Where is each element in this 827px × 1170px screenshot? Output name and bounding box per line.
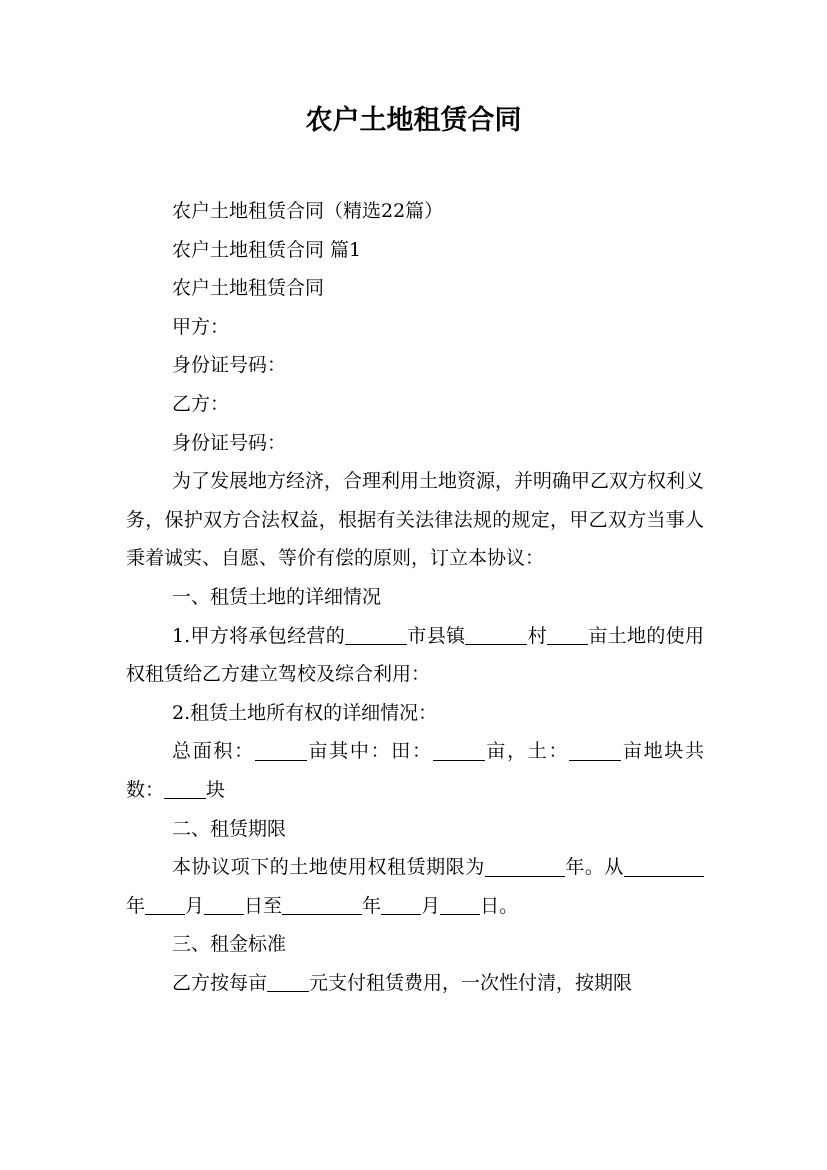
clause-text: 亩，土： [484,740,570,763]
clause-text: 日至 [244,894,283,917]
paragraph: 身份证号码： [172,431,287,454]
clause-item-1 [126,617,704,694]
rent-clause [126,964,704,1003]
clause-text: 日。 [480,894,519,917]
clause-text: 年 [362,894,382,917]
blank-field [624,856,704,877]
blank-field [145,894,185,915]
clause-text: 1.甲方将承包经营的 [172,624,346,647]
clause-text: 月 [421,894,441,917]
area-clause [126,732,704,809]
section-heading: 一、租赁土地的详细情况 [172,585,382,608]
document-title: 农户土地租赁合同 [305,105,522,136]
clause-text: 年 [126,894,146,917]
clause-text: 亩其中：田： [306,740,433,763]
blank-field [267,971,309,992]
term-clause [126,848,704,925]
clause-text: 总面积： [172,740,255,763]
section-heading: 二、租赁期限 [172,817,287,840]
document-body [126,192,704,1002]
paragraph: 农户土地租赁合同（精选22篇） [172,200,444,222]
paragraph: 为了发展地方经济，合理利用土地资源，并明确甲乙双方权利义务，保护双方合法权益，根据有关法律法规的规定，甲乙双方当事人秉着诚实、自愿、等价有偿的原则，订立本协议： [126,470,705,570]
clause-text: 市县镇 [407,624,466,647]
blank-field [164,778,206,799]
clause-text: 元支付租赁费用，一次性付清，按期限 [309,971,633,994]
clause-item-2: 2.租赁土地所有权的详细情况： [172,701,438,724]
paragraph: 农户土地租赁合同 篇1 [172,238,362,261]
clause-text: 本协议项下的土地使用权租赁期限为 [172,856,485,879]
clause-text: 村 [527,624,548,647]
blank-field [440,894,480,915]
blank-field [282,894,362,915]
blank-field [485,856,565,877]
clause-text: 块 [206,778,226,801]
blank-field [255,740,307,761]
paragraph: 农户土地租赁合同 [172,277,325,300]
blank-field [381,894,421,915]
paragraph: 乙方： [172,392,230,415]
section-heading: 三、租金标准 [172,933,287,956]
clause-text: 乙方按每亩 [172,971,268,994]
blank-field [465,624,527,645]
blank-field [569,740,621,761]
blank-field [547,624,588,645]
blank-field [433,740,485,761]
blank-field [204,894,244,915]
paragraph: 甲方： [172,315,230,338]
clause-text: 亩土地的使用权租赁给乙方建立驾校及综合利用： [126,624,704,686]
clause-text: 年。从 [564,856,624,879]
paragraph: 身份证号码： [172,354,287,377]
blank-field [345,624,407,645]
clause-text: 亩地块共数： [126,740,704,801]
clause-text: 月 [185,894,205,917]
